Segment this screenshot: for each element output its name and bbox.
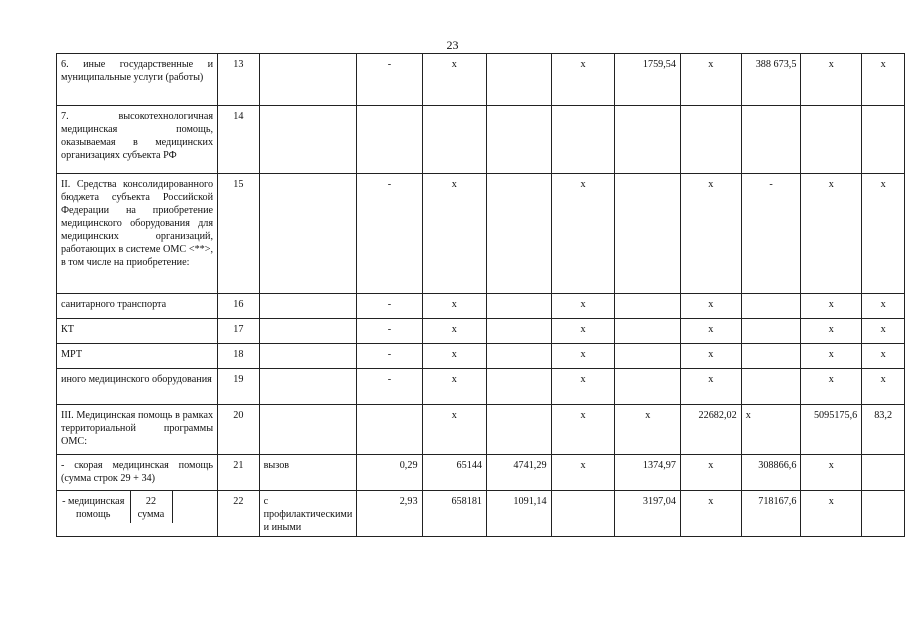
table-row [57, 54, 905, 106]
row-number-cell: 13 [218, 54, 260, 106]
value-cell: 4741,29 [487, 455, 552, 491]
value-cell [615, 106, 681, 174]
value-cell: х [801, 294, 862, 319]
row-name-cell: КТ [57, 319, 218, 344]
value-cell: х [680, 491, 741, 537]
value-cell: 5095175,6 [801, 405, 862, 455]
row-name-cell: - скорая медицинская помощь (сумма строк 29 + 34) [57, 455, 218, 491]
row-name-cell: 7. высокотехнологичная медицинская помощь, оказываемая в медицинских организациях субъекта РФ [57, 106, 218, 174]
value-cell: х [862, 54, 905, 106]
row-number-cell: 14 [218, 106, 260, 174]
value-cell: х [615, 405, 681, 455]
value-cell [487, 344, 552, 369]
value-cell [259, 294, 357, 319]
value-cell [259, 405, 357, 455]
table-row [57, 491, 905, 537]
value-cell: 1091,14 [487, 491, 552, 537]
value-cell: 388 673,5 [741, 54, 801, 106]
value-cell: - [357, 54, 422, 106]
row-number-cell: 20 [218, 405, 260, 455]
value-cell: 65144 [422, 455, 486, 491]
value-cell: х [680, 174, 741, 294]
value-cell: х [680, 455, 741, 491]
row-number-cell: 19 [218, 369, 260, 405]
value-cell: х [551, 319, 615, 344]
value-cell: х [741, 405, 801, 455]
row-name-cell: санитарного транспорта [57, 294, 218, 319]
value-cell [741, 344, 801, 369]
row-name-cell: МРТ [57, 344, 218, 369]
row-name-cell: II. Средства консолидированного бюджета субъекта Российской Федерации на приобретение медицинского оборудования для медицинских организаций, работающих в системе ОМС <**>, в том числе на приобретение: [57, 174, 218, 294]
row-name-cell: 6. иные государственные и муниципальные услуги (работы) [57, 54, 218, 106]
value-cell: х [680, 369, 741, 405]
value-cell [551, 106, 615, 174]
value-cell: - [357, 294, 422, 319]
value-cell [259, 54, 357, 106]
value-cell: 0,29 [357, 455, 422, 491]
row-name-cell: III. Медицинская помощь в рамках территориальной программы ОМС: [57, 405, 218, 455]
row-number-cell: 18 [218, 344, 260, 369]
value-cell [487, 174, 552, 294]
value-cell: х [680, 294, 741, 319]
sub-cell [172, 491, 217, 523]
value-cell: х [422, 319, 486, 344]
value-cell: х [862, 344, 905, 369]
row-number-cell: 22 [218, 491, 260, 537]
value-cell: х [862, 319, 905, 344]
value-cell: 83,2 [862, 405, 905, 455]
table-row [57, 106, 905, 174]
value-cell: х [862, 174, 905, 294]
row-number-cell: 17 [218, 319, 260, 344]
table-row [57, 369, 905, 405]
value-cell [259, 369, 357, 405]
value-cell: 308866,6 [741, 455, 801, 491]
value-cell [615, 319, 681, 344]
value-cell [259, 174, 357, 294]
value-cell [357, 405, 422, 455]
financing-table [56, 53, 905, 537]
value-cell: - [357, 319, 422, 344]
sub-cell: 22 сумма [130, 491, 172, 523]
row-number-cell: 15 [218, 174, 260, 294]
value-cell: 1759,54 [615, 54, 681, 106]
row-number-cell: 21 [218, 455, 260, 491]
value-cell [259, 106, 357, 174]
value-cell [741, 106, 801, 174]
value-cell: х [551, 294, 615, 319]
value-cell: х [422, 174, 486, 294]
value-cell [259, 319, 357, 344]
value-cell [741, 369, 801, 405]
table-row [57, 405, 905, 455]
table-row [57, 294, 905, 319]
value-cell: х [422, 369, 486, 405]
value-cell: х [551, 54, 615, 106]
value-cell: х [422, 344, 486, 369]
value-cell: 718167,6 [741, 491, 801, 537]
page-number: 23 [446, 38, 459, 52]
sub-cell: - медицинская помощь [57, 491, 130, 523]
value-cell [801, 106, 862, 174]
value-cell [615, 294, 681, 319]
table-row [57, 455, 905, 491]
value-cell: х [680, 319, 741, 344]
value-cell [487, 294, 552, 319]
value-cell [487, 369, 552, 405]
value-cell [862, 106, 905, 174]
value-cell [357, 106, 422, 174]
value-cell: х [862, 294, 905, 319]
row-name-cell: иного медицинского оборудования [57, 369, 218, 405]
value-cell: х [551, 405, 615, 455]
value-cell: х [422, 405, 486, 455]
row-number-cell: 16 [218, 294, 260, 319]
value-cell: х [551, 369, 615, 405]
value-cell [615, 344, 681, 369]
value-cell [422, 106, 486, 174]
value-cell: х [551, 344, 615, 369]
value-cell: х [680, 344, 741, 369]
value-cell [680, 106, 741, 174]
value-cell: вызов [259, 455, 357, 491]
value-cell [551, 491, 615, 537]
value-cell [487, 106, 552, 174]
value-cell: х [801, 319, 862, 344]
value-cell: х [680, 54, 741, 106]
value-cell [741, 319, 801, 344]
value-cell [487, 319, 552, 344]
value-cell: 22682,02 [680, 405, 741, 455]
value-cell: х [422, 54, 486, 106]
value-cell: - [741, 174, 801, 294]
value-cell: х [801, 369, 862, 405]
value-cell: 3197,04 [615, 491, 681, 537]
table-row [57, 319, 905, 344]
value-cell [487, 54, 552, 106]
value-cell: х [801, 54, 862, 106]
value-cell [741, 294, 801, 319]
value-cell: - [357, 369, 422, 405]
value-cell: х [551, 174, 615, 294]
value-cell: х [862, 369, 905, 405]
value-cell: х [801, 491, 862, 537]
value-cell: х [801, 344, 862, 369]
value-cell: - [357, 174, 422, 294]
value-cell [615, 369, 681, 405]
value-cell: 658181 [422, 491, 486, 537]
value-cell: - [357, 344, 422, 369]
value-cell [862, 455, 905, 491]
value-cell: х [422, 294, 486, 319]
value-cell: 1374,97 [615, 455, 681, 491]
table-row [57, 174, 905, 294]
value-cell: х [551, 455, 615, 491]
value-cell: 2,93 [357, 491, 422, 537]
table-row [57, 344, 905, 369]
value-cell [487, 405, 552, 455]
value-cell: с профилактическими и иными [259, 491, 357, 537]
value-cell: х [801, 455, 862, 491]
value-cell [862, 491, 905, 537]
row-name-subcells [57, 491, 218, 537]
value-cell: х [801, 174, 862, 294]
value-cell [615, 174, 681, 294]
value-cell [259, 344, 357, 369]
